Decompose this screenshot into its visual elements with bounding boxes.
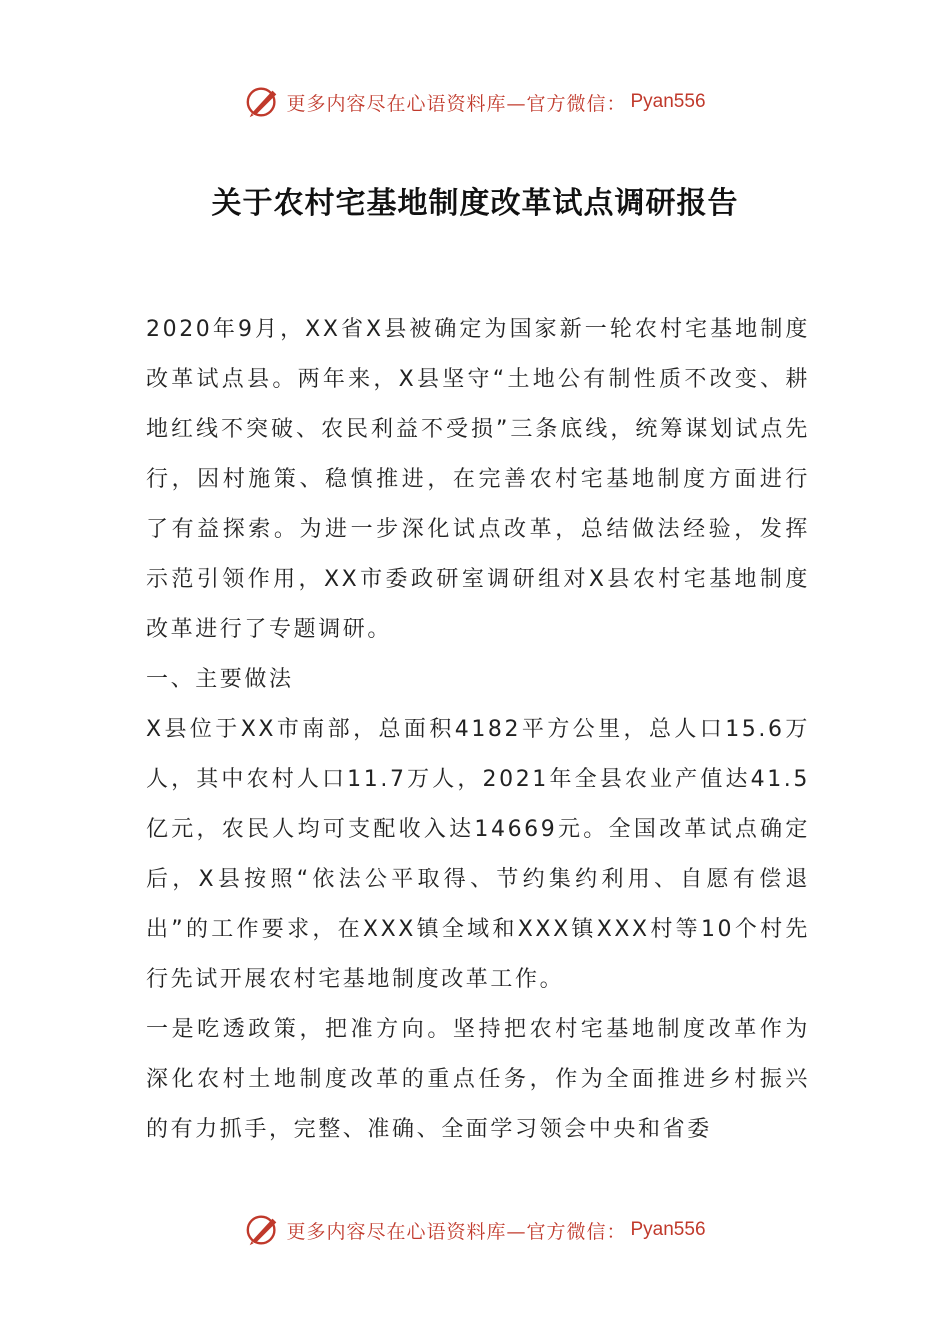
header-banner: [0, 80, 950, 124]
footer-banner-text: 更多内容尽在心语资料库—官方微信：: [286, 1220, 627, 1243]
document-title: 关于农村宅基地制度改革试点调研报告: [211, 186, 739, 221]
footer-banner: [0, 1208, 950, 1252]
paragraph-policy: 一是吃透政策，把准方向。坚持把农村宅基地制度改革作为深化农村土地制度改革的重点任务，作为全面推进乡村振兴的有力抓手，完整、准确、全面学习领会中央和省委: [146, 1017, 810, 1142]
paragraph-intro: 2020年9月，XX省X县被确定为国家新一轮农村宅基地制度改革试点县。两年来，X县坚守“土地公有制性质不改变、耕地红线不突破、农民利益不受损”三条底线，统筹谋划试点先行，因村施策、稳慎推进，在完善农村宅基地制度方面进行了有益探索。为进一步深化试点改革，总结做法经验，发挥示范引领作用，XX市委政研室调研组对X县农村宅基地制度改革进行了专题调研。: [146, 317, 810, 642]
paragraph-overview: X县位于XX市南部，总面积4182平方公里，总人口15.6万人，其中农村人口11.7万人，2021年全县农业产值达41.5亿元，农民人均可支配收入达14669元。全国改革试点确定后，X县按照“依法公平取得、节约集约利用、自愿有偿退出”的工作要求，在XXX镇全域和XXX镇XXX村等10个村先行先试开展农村宅基地制度改革工作。: [146, 717, 810, 992]
footer-banner-wechat-id: Pyan556: [630, 1219, 706, 1240]
pen-circle-logo-icon: [244, 1211, 282, 1249]
pen-circle-logo-icon: [244, 83, 282, 121]
section-heading: 一、主要做法: [146, 667, 294, 692]
banner-wechat-id: Pyan556: [630, 91, 706, 112]
document-body: [146, 305, 810, 1155]
banner-text: 更多内容尽在心语资料库—官方微信：: [286, 92, 627, 115]
